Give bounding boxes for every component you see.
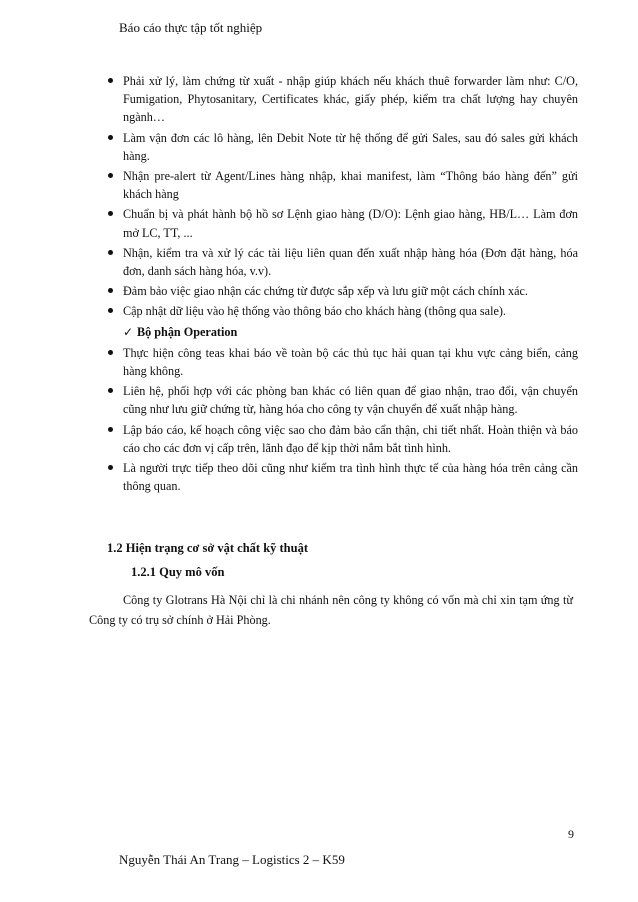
list-item: Là người trực tiếp theo dõi cũng như kiểm tra tình hình thực tế của hàng hóa trên cảng cần thông quan. bbox=[108, 459, 578, 495]
checkmark-icon: ✓ bbox=[123, 324, 134, 339]
subheading-operation: ✓ Bộ phận Operation bbox=[108, 323, 578, 341]
bullet-icon bbox=[108, 288, 113, 293]
page-header: Báo cáo thực tập tốt nghiệp bbox=[119, 20, 263, 35]
list-item: Nhận pre-alert từ Agent/Lines hàng nhập, khai manifest, làm “Thông báo hàng đến” gửi khách hàng bbox=[108, 167, 578, 203]
list-item: Cập nhật dữ liệu vào hệ thống vào thông báo cho khách hàng (thông qua sale). bbox=[108, 302, 578, 320]
list-item: Liên hệ, phối hợp với các phòng ban khác có liên quan để giao nhận, trao đổi, vận chuyển cũng như lưu giữ chứng từ, hàng hóa cho công ty vận chuyển để xuất nhập hàng. bbox=[108, 382, 578, 418]
bullet-icon bbox=[108, 308, 113, 313]
subsection-heading: 1.2.1 Quy mô vốn bbox=[131, 565, 225, 579]
list-item: Lập báo cáo, kế hoạch công việc sao cho đảm bảo cẩn thận, chi tiết nhất. Hoàn thiện và báo cáo cho các đơn vị cấp trên, lãnh đạo để kịp thời nắm bắt tình hình. bbox=[108, 421, 578, 457]
bullet-icon bbox=[108, 250, 113, 255]
list-item: Nhận, kiểm tra và xử lý các tài liệu liên quan đến xuất nhập hàng hóa (Đơn đặt hàng, hóa đơn, danh sách hàng hóa, v.v). bbox=[108, 244, 578, 280]
list-item: Làm vận đơn các lô hàng, lên Debit Note từ hệ thống để gửi Sales, sau đó sales gửi khách hàng. bbox=[108, 129, 578, 165]
list-item: Chuẩn bị và phát hành bộ hồ sơ Lệnh giao hàng (D/O): Lệnh giao hàng, HB/L… Làm đơn mở LC, TT, ... bbox=[108, 205, 578, 241]
bullet-icon bbox=[108, 211, 113, 216]
bullet-icon bbox=[108, 350, 113, 355]
duty-list bbox=[108, 72, 578, 497]
bullet-icon bbox=[108, 135, 113, 140]
list-item: Thực hiện công teas khai báo về toàn bộ các thủ tục hải quan tại khu vực cảng biển, cảng hàng không. bbox=[108, 344, 578, 380]
list-item: Đảm bảo việc giao nhận các chứng từ được sắp xếp và lưu giữ một cách chính xác. bbox=[108, 282, 578, 300]
page-footer: Nguyễn Thái An Trang – Logistics 2 – K59 bbox=[119, 852, 345, 867]
bullet-icon bbox=[108, 173, 113, 178]
bullet-icon bbox=[108, 427, 113, 432]
list-item: Phải xử lý, làm chứng từ xuất - nhập giúp khách nếu khách thuê forwarder làm như: C/O, Fumigation, Phytosanitary, Certificates khác, giấy phép, kiểm tra chất lượng hay chuyên ngành… bbox=[108, 72, 578, 127]
bullet-icon bbox=[108, 78, 113, 83]
body-paragraph: Công ty Glotrans Hà Nội chỉ là chi nhánh nên công ty không có vốn mà chỉ xin tạm ứng từ Công ty có trụ sở chính ở Hải Phòng. bbox=[89, 593, 573, 627]
bullet-icon bbox=[108, 465, 113, 470]
bullet-icon bbox=[108, 388, 113, 393]
section-heading: 1.2 Hiện trạng cơ sở vật chất kỹ thuật bbox=[107, 541, 308, 555]
page-number: 9 bbox=[568, 827, 574, 841]
